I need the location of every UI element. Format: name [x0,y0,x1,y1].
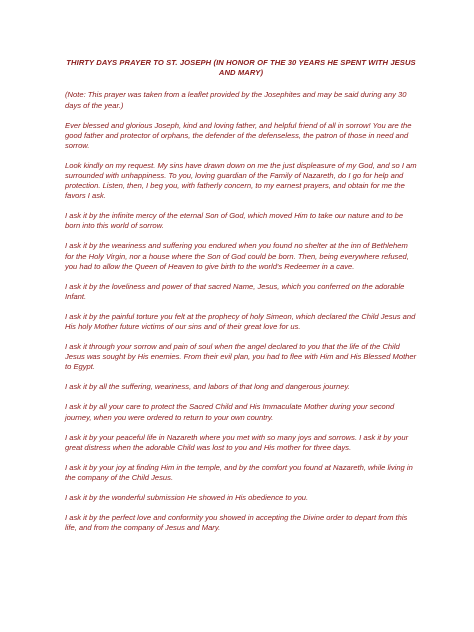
petition-paragraph: I ask it by the painful torture you felt at the prophecy of holy Simeon, which declared the Child Jesus and His holy Mother future victims of our sins and of their great love for us. [65,311,416,331]
petition-paragraph: I ask it through your sorrow and pain of soul when the angel declared to you that the life of the Child Jesus was sought by His enemies. From their evil plan, you had to flee with Him and His Blessed Mother to Egypt. [65,342,417,372]
document-title: THIRTY DAYS PRAYER TO ST. JOSEPH (IN HONOR OF THE 30 YEARS HE SPENT WITH JESUS AND MARY) [66,58,416,78]
petition-paragraph: I ask it by the wonderful submission He showed in His obedience to you. [65,493,309,503]
petition-paragraph: I ask it by your peaceful life in Nazareth where you met with so many joys and sorrows. I ask it by your great distress when the adorable Child was lost to you and His mother for three days. [65,432,409,452]
petition-paragraph: I ask it by the loveliness and power of that sacred Name, Jesus, which you conferred on the adorable Infant. [65,281,405,301]
petition-paragraph: I ask it by your joy at finding Him in the temple, and by the comfort you found at Nazareth, while living in the company of the Child Jesus. [65,462,413,482]
request-paragraph: Look kindly on my request. My sins have drawn down on me the just displeasure of my God, and so I am surrounded with unhappiness. To you, loving guardian of the Family of Nazareth, do I go for help and protection. Listen, then, I beg you, with fatherly concern, to my earnest prayers, and obtain for me the favors I ask. [65,160,417,201]
petition-paragraph: I ask it by the infinite mercy of the eternal Son of God, which moved Him to take our nature and to be born into this world of sorrow. [65,211,404,231]
invocation-paragraph: Ever blessed and glorious Joseph, kind and loving father, and helpful friend of all in sorrow! You are the good father and protector of orphans, the defender of the defenseless, the patron of those in need and sorrow. [65,120,412,150]
petition-paragraph: I ask it by all your care to protect the Sacred Child and His Immaculate Mother during your second journey, when you were ordered to return to your own country. [65,402,395,422]
petition-paragraph: I ask it by the weariness and suffering you endured when you found no shelter at the inn of Bethlehem for the Holy Virgin, nor a house where the Son of God could be born. Then, being everywhere refused, you had to allow the Queen of Heaven to give birth to the world's Redeemer in a cave. [65,241,409,271]
note-paragraph: (Note: This prayer was taken from a leaflet provided by the Josephites and may be said during any 30 days of the year.) [65,90,407,110]
petition-paragraph: I ask it by the perfect love and conformity you showed in accepting the Divine order to depart from this life, and from the company of Jesus and Mary. [65,513,408,533]
petition-paragraph: I ask it by all the suffering, weariness, and labors of that long and dangerous journey. [65,382,350,392]
document-body [65,58,417,543]
